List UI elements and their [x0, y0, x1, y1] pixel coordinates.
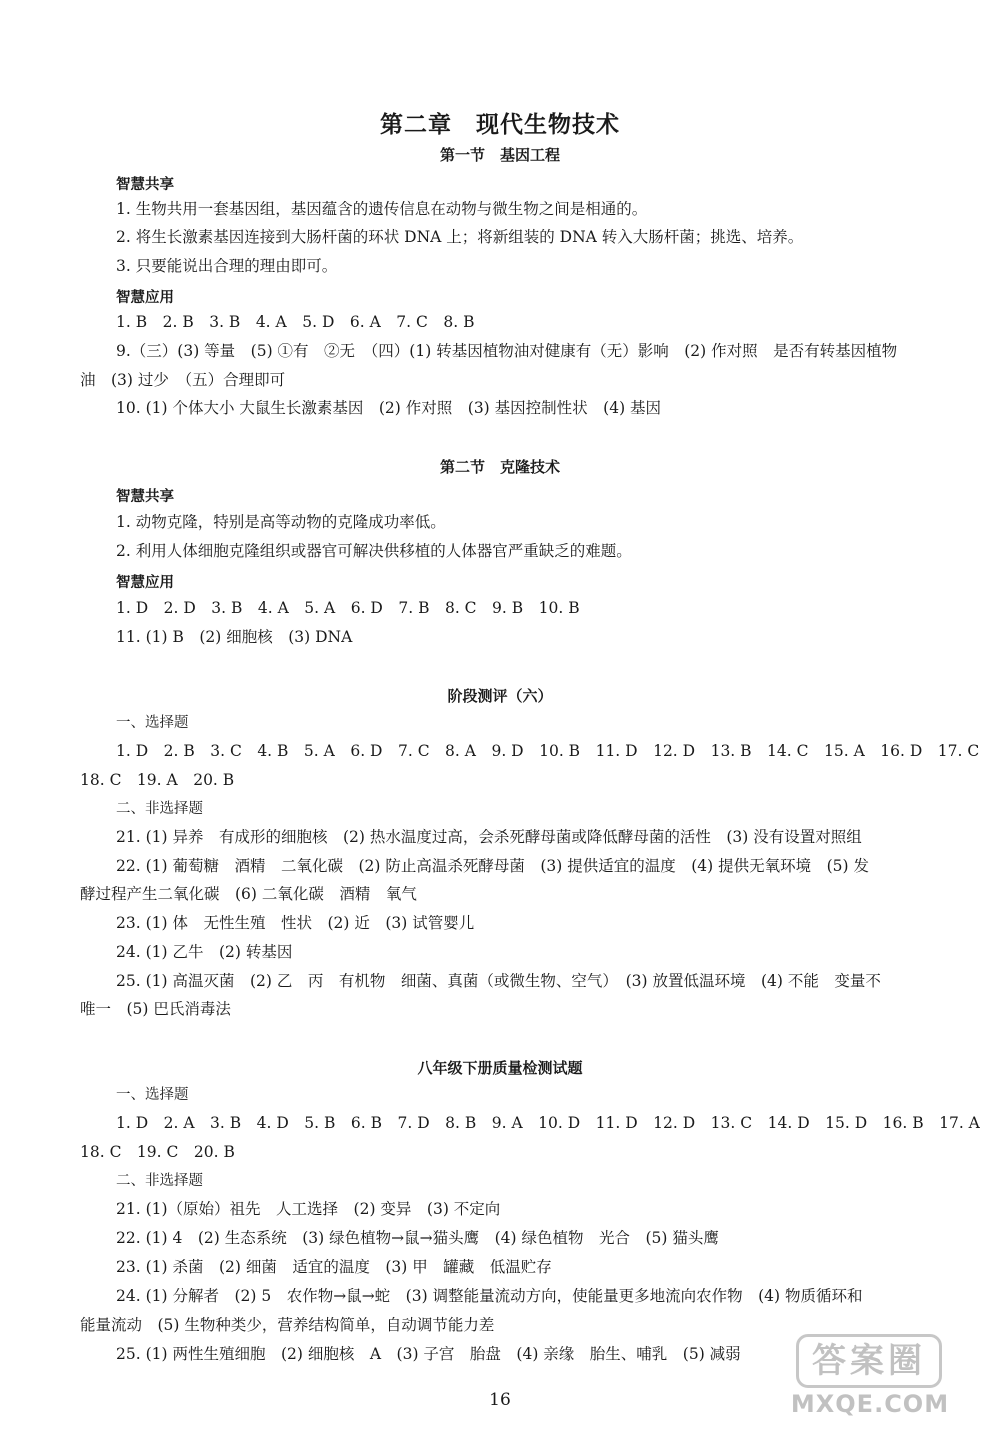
subheading-apply: 智慧应用 — [116, 290, 174, 306]
answer-line: 23. (1) 体 无性生殖 性状 (2) 近 (3) 试管婴儿 — [116, 914, 475, 932]
chapter-title: 第二章 现代生物技术 — [380, 112, 620, 138]
answer-line: 24. (1) 乙牛 (2) 转基因 — [116, 943, 293, 961]
answer-line: 酵过程产生二氧化碳 (6) 二氧化碳 酒精 氧气 — [80, 885, 417, 903]
answer-line: 10. (1) 个体大小 大鼠生长激素基因 (2) 作对照 (3) 基因控制性状 (4) 基因 — [116, 399, 662, 417]
answer-line: 1. D 2. A 3. B 4. D 5. B 6. B 7. D 8. B 9. A 10. D 11. D 12. D 13. C 14. D 15. D 16. B 17. A — [116, 1114, 980, 1132]
answer-line: 1. D 2. B 3. C 4. B 5. A 6. D 7. C 8. A 9. D 10. B 11. D 12. D 13. B 14. C 15. A 16. D 17. C — [116, 742, 980, 760]
answer-line: 能量流动 (5) 生物种类少，营养结构简单，自动调节能力差 — [80, 1316, 495, 1334]
answer-line: 21. (1)（原始）祖先 人工选择 (2) 变异 (3) 不定向 — [116, 1200, 501, 1218]
section-title: 第一节 基因工程 — [439, 146, 560, 164]
section-title: 第二节 克隆技术 — [439, 458, 560, 476]
answer-line: 25. (1) 高温灭菌 (2) 乙 丙 有机物 细菌、真菌（或微生物、空气） (3) 放置低温环境 (4) 不能 变量不 — [116, 972, 881, 990]
answer-line: 22. (1) 4 (2) 生态系统 (3) 绿色植物→鼠→猫头鹰 (4) 绿色植物 光合 (5) 猫头鹰 — [116, 1229, 719, 1247]
answer-line: 1. 动物克隆，特别是高等动物的克隆成功率低。 — [116, 513, 446, 531]
answer-line: 9.（三）(3) 等量 (5) ①有 ②无 （四）(1) 转基因植物油对健康有（无）影响 (2) 作对照 是否有转基因植物 — [116, 342, 898, 360]
watermark-text: 答案圈 — [796, 1334, 942, 1388]
part-heading: 一、选择题 — [116, 1087, 189, 1103]
answer-line: 21. (1) 异养 有成形的细胞核 (2) 热水温度过高，会杀死酵母菌或降低酵母菌的活性 (3) 没有设置对照组 — [116, 828, 862, 846]
part-heading: 二、非选择题 — [116, 1173, 203, 1189]
watermark-logo — [770, 1334, 970, 1426]
test-title: 八年级下册质量检测试题 — [417, 1059, 583, 1077]
page-number: 16 — [489, 1390, 511, 1410]
watermark-url: MXQE.COM — [790, 1390, 950, 1418]
answer-line: 唯一 (5) 巴氏消毒法 — [80, 1000, 231, 1018]
answer-line: 18. C 19. C 20. B — [80, 1143, 235, 1161]
answer-line: 2. 将生长激素基因连接到大肠杆菌的环状 DNA 上；将新组装的 DNA 转入大肠杆菌；挑选、培养。 — [116, 228, 804, 246]
subheading-share: 智慧共享 — [116, 489, 174, 505]
answer-line: 24. (1) 分解者 (2) 5 农作物→鼠→蛇 (3) 调整能量流动方向，使能量更多地流向农作物 (4) 物质循环和 — [116, 1287, 863, 1305]
answer-line: 2. 利用人体细胞克隆组织或器官可解决供移植的人体器官严重缺乏的难题。 — [116, 542, 632, 560]
answer-line: 23. (1) 杀菌 (2) 细菌 适宜的温度 (3) 甲 罐藏 低温贮存 — [116, 1258, 552, 1276]
test-title: 阶段测评（六） — [447, 687, 553, 705]
answer-line: 18. C 19. A 20. B — [80, 771, 235, 789]
answer-line: 11. (1) B (2) 细胞核 (3) DNA — [116, 628, 353, 646]
subheading-share: 智慧共享 — [116, 177, 174, 193]
subheading-apply: 智慧应用 — [116, 575, 174, 591]
answer-line: 1. 生物共用一套基因组，基因蕴含的遗传信息在动物与微生物之间是相通的。 — [116, 200, 648, 218]
part-heading: 二、非选择题 — [116, 801, 203, 817]
answer-line: 1. D 2. D 3. B 4. A 5. A 6. D 7. B 8. C 9. B 10. B — [116, 599, 580, 617]
answer-line: 油 (3) 过少 （五）合理即可 — [80, 371, 286, 389]
part-heading: 一、选择题 — [116, 715, 189, 731]
answer-line: 25. (1) 两性生殖细胞 (2) 细胞核 A (3) 子宫 胎盘 (4) 亲缘 胎生、哺乳 (5) 减弱 — [116, 1345, 741, 1363]
answer-line: 22. (1) 葡萄糖 酒精 二氧化碳 (2) 防止高温杀死酵母菌 (3) 提供适宜的温度 (4) 提供无氧环境 (5) 发 — [116, 857, 869, 875]
answer-line: 3. 只要能说出合理的理由即可。 — [116, 257, 338, 275]
answer-line: 1. B 2. B 3. B 4. A 5. D 6. A 7. C 8. B — [116, 313, 475, 331]
